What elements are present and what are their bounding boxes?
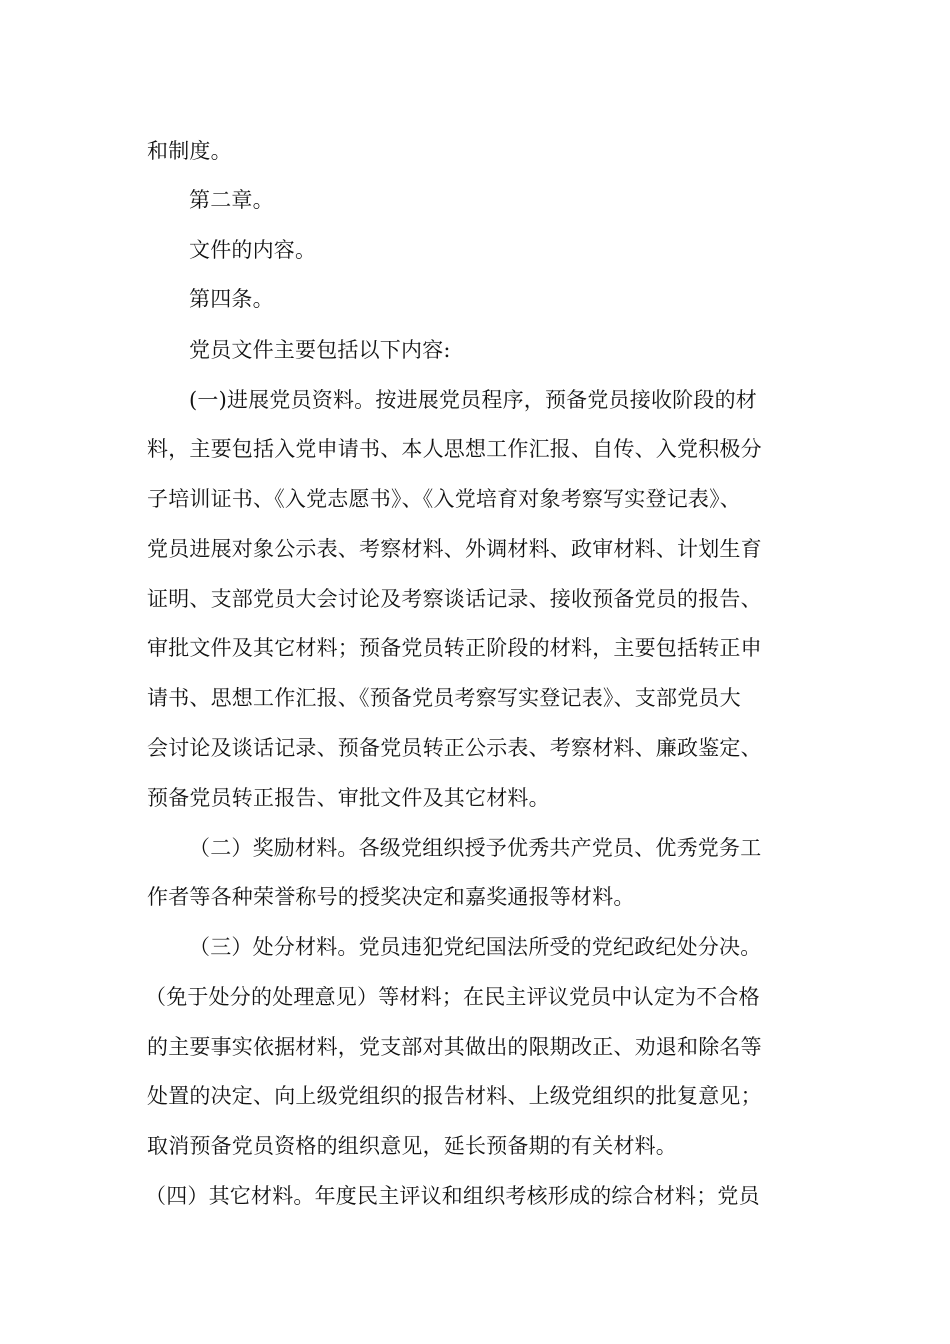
article-heading: 第四条。 <box>189 287 274 311</box>
text-line: 审批文件及其它材料；预备党员转正阶段的材料，主要包括转正申 <box>147 636 762 660</box>
text-line: 料，主要包括入党申请书、本人思想工作汇报、自传、入党积极分 <box>147 437 762 461</box>
text-line: （二）奖励材料。各级党组织授予优秀共产党员、优秀党务工 <box>189 836 762 860</box>
text-line: 证明、支部党员大会讨论及考察谈话记录、接收预备党员的报告、 <box>147 587 762 611</box>
text-line: 的主要事实依据材料，党支部对其做出的限期改正、劝退和除名等 <box>147 1035 762 1059</box>
text-line: 预备党员转正报告、审批文件及其它材料。 <box>147 786 550 810</box>
chapter-title: 文件的内容。 <box>189 238 317 262</box>
text-line: 请书、思想工作汇报、《预备党员考察写实登记表》、支部党员大 <box>147 686 741 710</box>
chapter-heading: 第二章。 <box>189 188 274 212</box>
text-line: （免于处分的处理意见）等材料；在民主评议党员中认定为不合格 <box>145 985 760 1009</box>
text-line: 党员进展对象公示表、考察材料、外调材料、政审材料、计划生育 <box>147 537 762 561</box>
text-line: 取消预备党员资格的组织意见，延长预备期的有关材料。 <box>147 1134 677 1158</box>
text-line: 和制度。 <box>147 139 232 163</box>
text-line: 党员文件主要包括以下内容: <box>189 338 451 362</box>
text-line: 作者等各种荣誉称号的授奖决定和嘉奖通报等材料。 <box>147 885 635 909</box>
text-line: (一)进展党员资料。按进展党员程序，预备党员接收阶段的材 <box>189 388 757 412</box>
text-line: 会讨论及谈话记录、预备党员转正公示表、考察材料、廉政鉴定、 <box>147 736 762 760</box>
text-line: （四）其它材料。年度民主评议和组织考核形成的综合材料；党员 <box>145 1184 760 1208</box>
text-line: （三）处分材料。党员违犯党纪国法所受的党纪政纪处分决。 <box>189 935 762 959</box>
text-line: 子培训证书、《入党志愿书》、《入党培育对象考察写实登记表》、 <box>147 487 741 511</box>
text-line: 处置的决定、向上级党组织的报告材料、上级党组织的批复意见； <box>147 1084 762 1108</box>
